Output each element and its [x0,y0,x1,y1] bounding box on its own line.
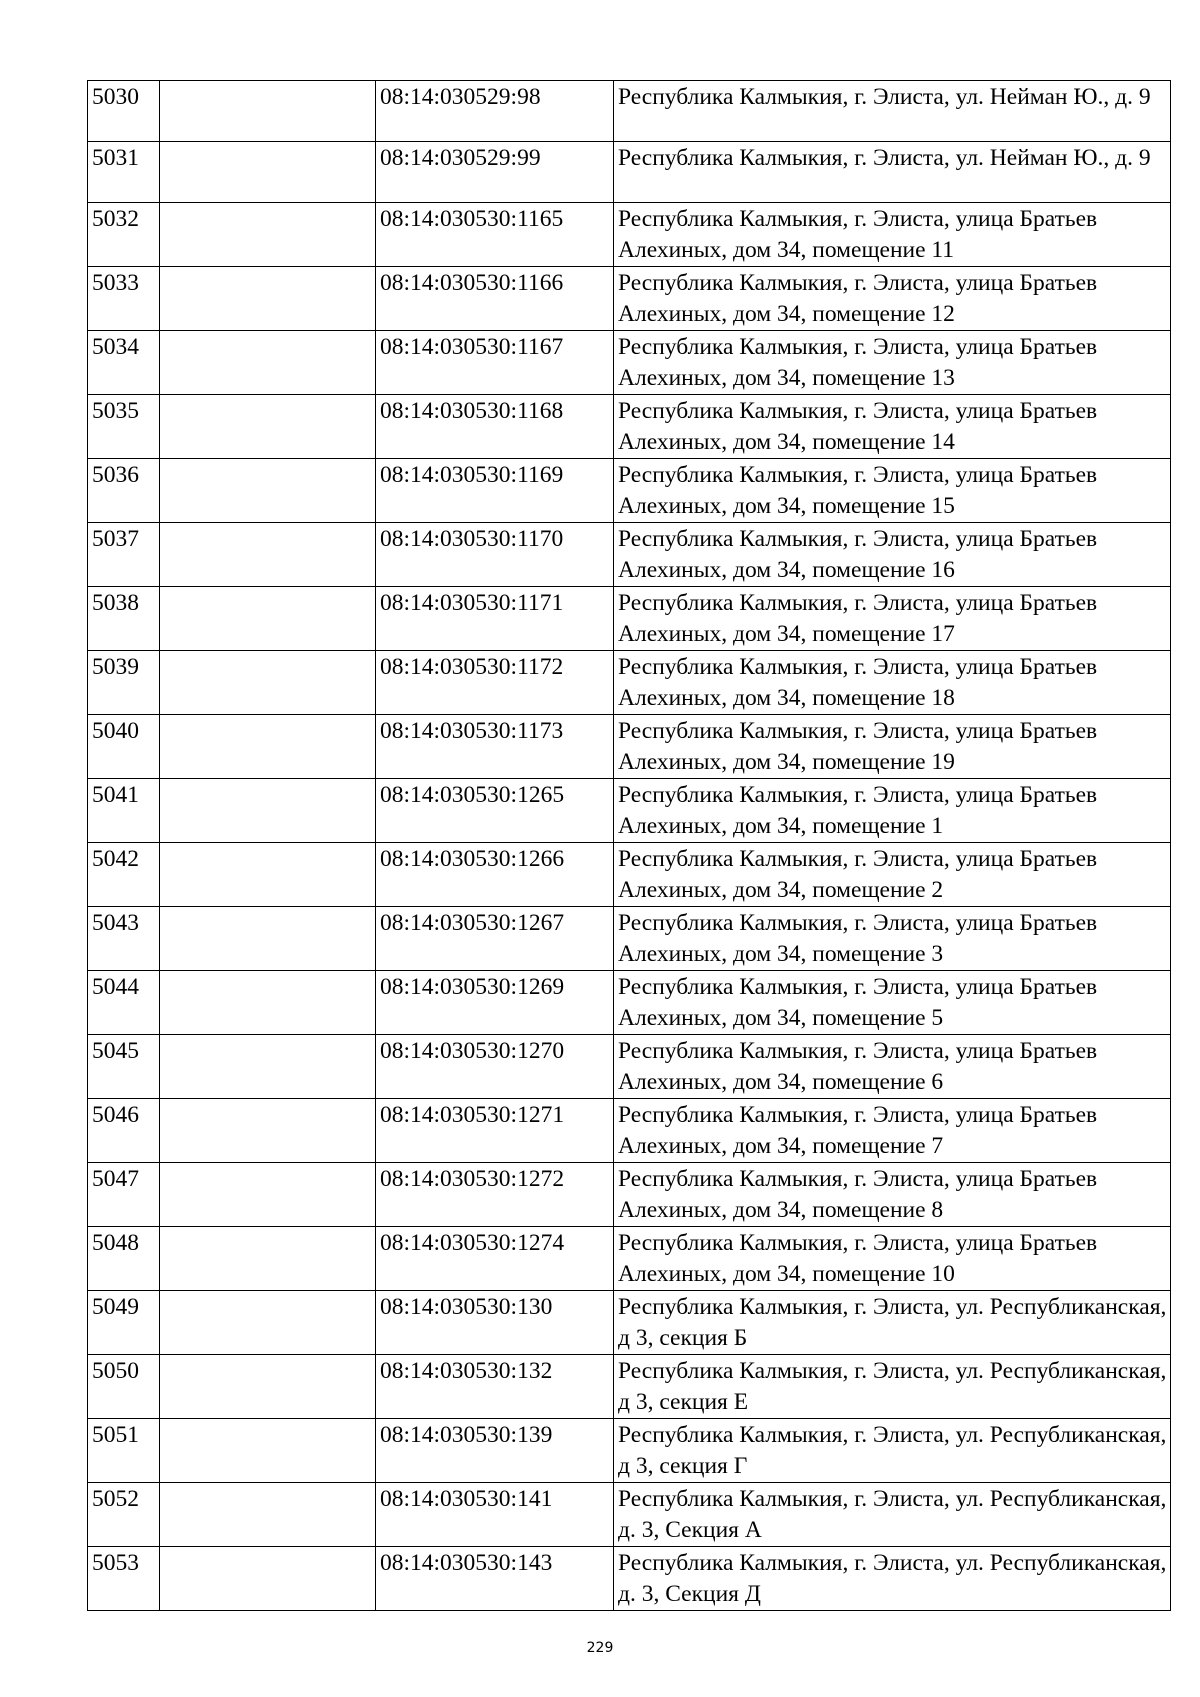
row-number-cell: 5033 [88,267,160,331]
cadastral-number-cell: 08:14:030530:1170 [376,523,614,587]
cadastral-number-cell: 08:14:030530:1171 [376,587,614,651]
cadastral-number-cell: 08:14:030530:1271 [376,1099,614,1163]
table-row [88,142,1171,203]
owner-cell [160,1035,376,1099]
cadastral-number-cell: 08:14:030530:1272 [376,1163,614,1227]
address-cell: Республика Калмыкия, г. Элиста, улица Братьев Алехиных, дом 34, помещение 5 [614,971,1171,1035]
owner-cell [160,331,376,395]
row-number-cell: 5040 [88,715,160,779]
table-row [88,81,1171,142]
address-cell: Республика Калмыкия, г. Элиста, ул. Республиканская, д 3, секция Е [614,1355,1171,1419]
cadastral-number-cell: 08:14:030530:139 [376,1419,614,1483]
row-number-cell: 5051 [88,1419,160,1483]
address-cell: Республика Калмыкия, г. Элиста, улица Братьев Алехиных, дом 34, помещение 2 [614,843,1171,907]
row-number-cell: 5044 [88,971,160,1035]
address-cell: Республика Калмыкия, г. Элиста, улица Братьев Алехиных, дом 34, помещение 1 [614,779,1171,843]
table-row [88,459,1171,523]
table-row [88,1099,1171,1163]
address-cell: Республика Калмыкия, г. Элиста, улица Братьев Алехиных, дом 34, помещение 18 [614,651,1171,715]
address-cell: Республика Калмыкия, г. Элиста, улица Братьев Алехиных, дом 34, помещение 13 [614,331,1171,395]
table-row [88,1547,1171,1611]
owner-cell [160,907,376,971]
owner-cell [160,142,376,203]
table-row [88,843,1171,907]
owner-cell [160,1483,376,1547]
address-cell: Республика Калмыкия, г. Элиста, улица Братьев Алехиных, дом 34, помещение 19 [614,715,1171,779]
cadastral-number-cell: 08:14:030530:1172 [376,651,614,715]
row-number-cell: 5031 [88,142,160,203]
address-cell: Республика Калмыкия, г. Элиста, улица Братьев Алехиных, дом 34, помещение 10 [614,1227,1171,1291]
row-number-cell: 5034 [88,331,160,395]
table-row [88,1355,1171,1419]
cadastral-number-cell: 08:14:030530:1269 [376,971,614,1035]
row-number-cell: 5053 [88,1547,160,1611]
cadastral-number-cell: 08:14:030530:1266 [376,843,614,907]
table-row [88,1291,1171,1355]
cadastral-number-cell: 08:14:030530:1169 [376,459,614,523]
address-cell: Республика Калмыкия, г. Элиста, ул. Республиканская, д 3, секция Г [614,1419,1171,1483]
table-row [88,779,1171,843]
row-number-cell: 5050 [88,1355,160,1419]
cadastral-number-cell: 08:14:030530:1165 [376,203,614,267]
row-number-cell: 5047 [88,1163,160,1227]
owner-cell [160,843,376,907]
cadastral-number-cell: 08:14:030530:141 [376,1483,614,1547]
owner-cell [160,1419,376,1483]
row-number-cell: 5032 [88,203,160,267]
page-number: 229 [586,1640,614,1656]
owner-cell [160,1291,376,1355]
row-number-cell: 5041 [88,779,160,843]
table-row [88,331,1171,395]
address-cell: Республика Калмыкия, г. Элиста, улица Братьев Алехиных, дом 34, помещение 12 [614,267,1171,331]
address-cell: Республика Калмыкия, г. Элиста, улица Братьев Алехиных, дом 34, помещение 15 [614,459,1171,523]
owner-cell [160,523,376,587]
address-cell: Республика Калмыкия, г. Элиста, улица Братьев Алехиных, дом 34, помещение 7 [614,1099,1171,1163]
cadastral-number-cell: 08:14:030530:1166 [376,267,614,331]
cadastral-number-cell: 08:14:030530:143 [376,1547,614,1611]
owner-cell [160,203,376,267]
owner-cell [160,1547,376,1611]
table-row [88,395,1171,459]
registry-table-body [88,81,1171,1611]
table-row [88,715,1171,779]
table-row [88,587,1171,651]
cadastral-number-cell: 08:14:030530:1168 [376,395,614,459]
address-cell: Республика Калмыкия, г. Элиста, улица Братьев Алехиных, дом 34, помещение 8 [614,1163,1171,1227]
row-number-cell: 5035 [88,395,160,459]
cadastral-number-cell: 08:14:030530:1265 [376,779,614,843]
address-cell: Республика Калмыкия, г. Элиста, ул. Нейман Ю., д. 9 [614,142,1171,203]
address-cell: Республика Калмыкия, г. Элиста, ул. Нейман Ю., д. 9 [614,81,1171,142]
owner-cell [160,587,376,651]
row-number-cell: 5039 [88,651,160,715]
cadastral-number-cell: 08:14:030530:1274 [376,1227,614,1291]
cadastral-number-cell: 08:14:030530:1270 [376,1035,614,1099]
row-number-cell: 5037 [88,523,160,587]
address-cell: Республика Калмыкия, г. Элиста, улица Братьев Алехиных, дом 34, помещение 11 [614,203,1171,267]
address-cell: Республика Калмыкия, г. Элиста, ул. Республиканская, д. 3, Секция Д [614,1547,1171,1611]
table-row [88,1483,1171,1547]
owner-cell [160,1163,376,1227]
table-row [88,1035,1171,1099]
address-cell: Республика Калмыкия, г. Элиста, улица Братьев Алехиных, дом 34, помещение 14 [614,395,1171,459]
address-cell: Республика Калмыкия, г. Элиста, улица Братьев Алехиных, дом 34, помещение 17 [614,587,1171,651]
owner-cell [160,779,376,843]
table-row [88,267,1171,331]
owner-cell [160,267,376,331]
address-cell: Республика Калмыкия, г. Элиста, улица Братьев Алехиных, дом 34, помещение 3 [614,907,1171,971]
table-row [88,1419,1171,1483]
cadastral-number-cell: 08:14:030529:98 [376,81,614,142]
row-number-cell: 5052 [88,1483,160,1547]
table-row [88,907,1171,971]
owner-cell [160,1227,376,1291]
row-number-cell: 5048 [88,1227,160,1291]
address-cell: Республика Калмыкия, г. Элиста, ул. Республиканская, д. 3, Секция А [614,1483,1171,1547]
address-cell: Республика Калмыкия, г. Элиста, улица Братьев Алехиных, дом 34, помещение 16 [614,523,1171,587]
address-cell: Республика Калмыкия, г. Элиста, улица Братьев Алехиных, дом 34, помещение 6 [614,1035,1171,1099]
cadastral-number-cell: 08:14:030530:130 [376,1291,614,1355]
table-row [88,203,1171,267]
row-number-cell: 5049 [88,1291,160,1355]
row-number-cell: 5045 [88,1035,160,1099]
row-number-cell: 5030 [88,81,160,142]
owner-cell [160,81,376,142]
row-number-cell: 5036 [88,459,160,523]
cadastral-number-cell: 08:14:030530:132 [376,1355,614,1419]
table-row [88,971,1171,1035]
owner-cell [160,651,376,715]
owner-cell [160,395,376,459]
owner-cell [160,1355,376,1419]
row-number-cell: 5046 [88,1099,160,1163]
table-row [88,651,1171,715]
property-registry-table [87,80,1171,1611]
table-row [88,1163,1171,1227]
row-number-cell: 5038 [88,587,160,651]
owner-cell [160,971,376,1035]
table-row [88,523,1171,587]
cadastral-number-cell: 08:14:030530:1167 [376,331,614,395]
cadastral-number-cell: 08:14:030529:99 [376,142,614,203]
row-number-cell: 5042 [88,843,160,907]
owner-cell [160,715,376,779]
row-number-cell: 5043 [88,907,160,971]
table-row [88,1227,1171,1291]
owner-cell [160,1099,376,1163]
cadastral-number-cell: 08:14:030530:1267 [376,907,614,971]
owner-cell [160,459,376,523]
address-cell: Республика Калмыкия, г. Элиста, ул. Республиканская, д 3, секция Б [614,1291,1171,1355]
cadastral-number-cell: 08:14:030530:1173 [376,715,614,779]
